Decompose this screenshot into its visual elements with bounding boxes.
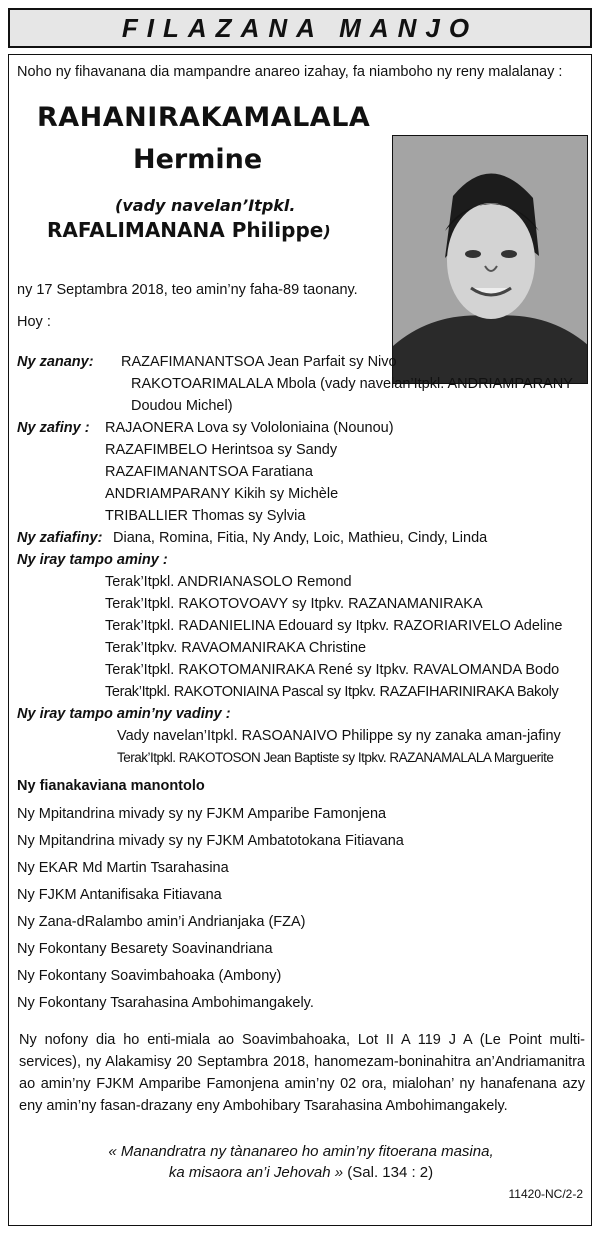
spouse-siblings-label: Ny iray tampo amin’ny vadiny : xyxy=(17,706,231,722)
organization-item: Ny Zana-dRalambo amin’i Andrianjaka (FZA) xyxy=(17,914,306,930)
siblings-item: Terak’Itpkv. RAVAOMANIRAKA Christine xyxy=(105,640,367,656)
children-item: Doudou Michel) xyxy=(131,398,233,414)
spouse-siblings-item: Terak’Itpkl. RAKOTOSON Jean Baptiste sy Itpkv. RAZANAMALALA Marguerite xyxy=(117,750,554,765)
great-grandchildren-list: Diana, Romina, Fitia, Ny Andy, Loic, Mathieu, Cindy, Linda xyxy=(113,530,488,546)
whole-family-label: Ny fianakaviana manontolo xyxy=(17,778,205,794)
quote-line-2: ka misaora an’i Jehovah » (Sal. 134 : 2) xyxy=(168,1164,434,1181)
funeral-notice: Ny nofony dia ho enti-miala ao Soavimbahoaka, Lot II A 119 J A (Le Point multi-services), ny Alakamisy 20 Septambra 2018, hanomezam-boninahitra an’Andriamanitra ao amin’ny FJKM Amparibe Famonjena amin’ny 02 ora, mialohan’ ny hanafenana azy eny amin’ny fasan-drazany eny Ambohibary Tsarahasina Ambohimangakely. xyxy=(19,1032,585,1114)
siblings-item: Terak’Itpkl. RADANIELINA Edouard sy Itpkv. RAZORIARIVELO Adeline xyxy=(105,618,563,634)
death-date-line: ny 17 Septambra 2018, teo amin’ny faha-89 taonany. xyxy=(17,282,358,298)
reference-code: 11420-NC/2-2 xyxy=(508,1187,583,1201)
organization-item: Ny Mpitandrina mivady sy ny FJKM Amparibe Famonjena xyxy=(17,806,387,822)
organization-item: Ny Fokontany Soavimbahoaka (Ambony) xyxy=(17,968,282,984)
children-label: Ny zanany: xyxy=(17,354,94,370)
spouse-close: ) xyxy=(323,222,331,241)
great-grandchildren-label: Ny zafiafiny: xyxy=(17,530,103,546)
grandchildren-item: RAZAFIMBELO Herintsoa sy Sandy xyxy=(105,442,338,458)
grandchildren-item: TRIBALLIER Thomas sy Sylvia xyxy=(105,508,306,524)
organization-item: Ny Fokontany Besarety Soavinandriana xyxy=(17,941,273,957)
obituary-notice xyxy=(8,8,592,1226)
spouse-name: RAFALIMANANA Philippe xyxy=(47,218,324,242)
organization-item: Ny Fokontany Tsarahasina Ambohimangakely. xyxy=(17,995,314,1011)
grandchildren-item: RAJAONERA Lova sy Vololoniaina (Nounou) xyxy=(105,420,394,436)
spouse-siblings-item: Vady navelan’Itpkl. RASOANAIVO Philippe sy ny zanaka aman-jafiny xyxy=(117,728,561,744)
hoy-label: Hoy : xyxy=(17,314,51,330)
notice-title: FILAZANA MANJO xyxy=(8,8,592,48)
children-item: RAKOTOARIMALALA Mbola (vady navelan’Itpkl. ANDRIAMPARANY xyxy=(131,376,573,392)
siblings-item: Terak’Itpkl. RAKOTOMANIRAKA René sy Itpkv. RAVALOMANDA Bodo xyxy=(105,662,560,678)
organization-item: Ny EKAR Md Martin Tsarahasina xyxy=(17,860,229,876)
siblings-item: Terak’Itpkl. ANDRIANASOLO Remond xyxy=(105,574,352,590)
bible-quote xyxy=(9,1141,593,1183)
siblings-item: Terak’Itpkl. RAKOTOVOAVY sy Itpkv. RAZANAMANIRAKA xyxy=(105,596,483,612)
grandchildren-label: Ny zafiny : xyxy=(17,420,90,436)
grandchildren-item: RAZAFIMANANTSOA Faratiana xyxy=(105,464,313,480)
grandchildren-item: ANDRIAMPARANY Kikih sy Michèle xyxy=(105,486,339,502)
spouse-line xyxy=(47,218,331,242)
notice-body xyxy=(8,54,592,1226)
quote-line-1: « Manandratra ny tànanareo ho amin’ny fitoerana masina, xyxy=(108,1143,494,1160)
widow-of-text: (vady navelan’Itpkl. xyxy=(115,196,296,215)
intro-text: Noho ny fihavanana dia mampandre anareo izahay, fa niamboho ny reny malalanay : xyxy=(17,64,563,80)
deceased-firstname: Hermine xyxy=(133,144,263,175)
organization-item: Ny FJKM Antanifisaka Fitiavana xyxy=(17,887,222,903)
children-item: RAZAFIMANANTSOA Jean Parfait sy Nivo xyxy=(121,354,397,370)
organization-item: Ny Mpitandrina mivady sy ny FJKM Ambatotokana Fitiavana xyxy=(17,833,404,849)
portrait-photo xyxy=(393,136,588,384)
deceased-portrait xyxy=(392,135,588,384)
siblings-item: Terak’Itpkl. RAKOTONIAINA Pascal sy Itpkv. RAZAFIHARINIRAKA Bakoly xyxy=(105,684,559,700)
siblings-label: Ny iray tampo aminy : xyxy=(17,552,168,568)
deceased-surname: RAHANIRAKAMALALA xyxy=(37,102,371,133)
